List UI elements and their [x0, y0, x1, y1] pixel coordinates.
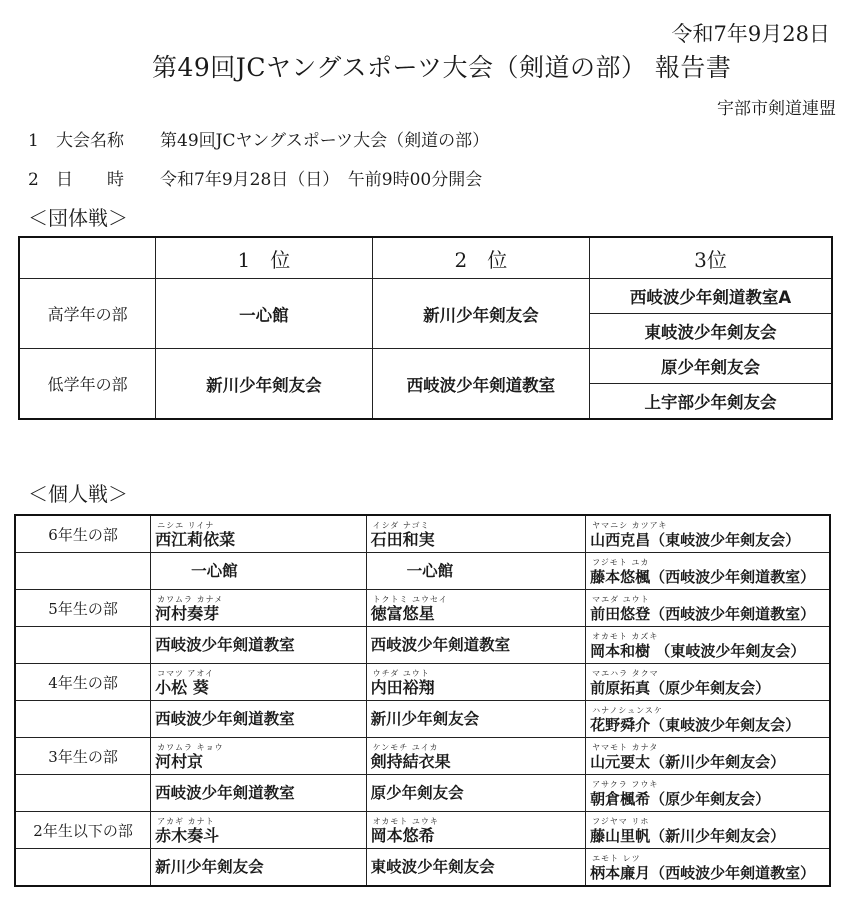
individual-third-place [586, 664, 830, 701]
competitor-name: 剣持結衣果 [370, 752, 451, 771]
individual-third-place [586, 553, 830, 590]
name-reading: ハナノシュンスケ [592, 706, 663, 715]
individual-first-club: 西岐波少年剣道教室 [151, 627, 367, 664]
individual-row [15, 590, 830, 627]
competitor-name-club: 岡本和樹 （東岐波少年剣友会） [590, 642, 806, 660]
competitor-name: 河村京 [155, 752, 204, 771]
competitor-name: 石田和実 [370, 530, 435, 549]
individual-first-club: 新川少年剣友会 [151, 849, 367, 887]
individual-first-place [151, 664, 367, 701]
individual-category: 6年生の部 [15, 515, 151, 553]
name-reading: カワムラ キョウ [157, 743, 224, 752]
competitor-name-club: 朝倉楓希（原少年剣友会） [590, 790, 771, 808]
name-reading: フジヤマ リホ [592, 817, 650, 826]
individual-third-place [586, 701, 830, 738]
name-reading: フジモト ユカ [592, 558, 650, 567]
team-row [19, 279, 832, 314]
individual-row [15, 664, 830, 701]
individual-category: 4年生の部 [15, 664, 151, 701]
individual-first-place [151, 515, 367, 553]
competitor-name: 西江莉依菜 [155, 530, 236, 549]
name-reading: イシダ ナゴミ [372, 521, 430, 530]
team-third-place: 西岐波少年剣道教室A [590, 279, 832, 314]
report-date: 令和7年9月28日 [671, 22, 830, 46]
name-reading: エモト レツ [592, 854, 641, 863]
individual-first-place [151, 738, 367, 775]
individual-first-club: 一心館 [151, 553, 367, 590]
competitor-name-club: 柄本廉月（西岐波少年剣道教室） [590, 864, 816, 882]
info-value: 第49回JCヤングスポーツ大会（剣道の部） [160, 131, 490, 151]
team-second-place: 西岐波少年剣道教室 [372, 349, 589, 420]
team-third-place: 原少年剣友会 [590, 349, 832, 384]
team-header-second: 2 位 [372, 237, 589, 279]
individual-first-place [151, 812, 367, 849]
individual-row-continued [15, 849, 830, 887]
individual-first-club: 西岐波少年剣道教室 [151, 775, 367, 812]
competitor-name-club: 前原拓真（原少年剣友会） [590, 679, 771, 697]
name-reading: ケンモチ ユイカ [372, 743, 439, 752]
team-header-first: 1 位 [156, 237, 372, 279]
individual-third-place [586, 590, 830, 627]
individual-third-place [586, 738, 830, 775]
info-number: 2 [28, 170, 39, 190]
name-reading: マエダ ユウト [592, 595, 650, 604]
individual-first-club: 西岐波少年剣道教室 [151, 701, 367, 738]
info-number: 1 [28, 131, 39, 151]
individual-row [15, 515, 830, 553]
individual-second-club: 西岐波少年剣道教室 [366, 627, 585, 664]
competitor-name: 内田裕翔 [370, 678, 435, 697]
name-reading: コマツ アオイ [157, 669, 214, 678]
individual-category: 3年生の部 [15, 738, 151, 775]
individual-second-club: 原少年剣友会 [366, 775, 585, 812]
name-reading: ウチダ ユウト [372, 669, 430, 678]
team-third-place: 上宇部少年剣友会 [590, 384, 832, 420]
info-datetime [28, 165, 482, 190]
individual-third-place [586, 775, 830, 812]
competitor-name: 赤木奏斗 [155, 826, 220, 845]
individual-category-blank [15, 553, 151, 590]
individual-row-continued [15, 701, 830, 738]
name-reading: オカモト カズキ [592, 632, 659, 641]
competitor-name: 小松 葵 [155, 678, 209, 697]
name-reading: アサクラ フウキ [592, 780, 659, 789]
team-category: 低学年の部 [19, 349, 156, 420]
individual-second-place [366, 738, 585, 775]
individual-row-continued [15, 627, 830, 664]
report-title: 第49回JCヤングスポーツ大会（剣道の部） 報告書 [152, 53, 732, 82]
individual-second-club: 新川少年剣友会 [366, 701, 585, 738]
team-second-place: 新川少年剣友会 [372, 279, 589, 349]
team-first-place: 新川少年剣友会 [156, 349, 372, 420]
team-row [19, 349, 832, 384]
individual-category-blank [15, 701, 151, 738]
individual-third-place [586, 627, 830, 664]
team-header-third: 3位 [590, 237, 832, 279]
individual-second-place [366, 812, 585, 849]
competitor-name: 徳富悠星 [370, 604, 435, 623]
individual-category-blank [15, 775, 151, 812]
info-label: 日 時 [56, 170, 124, 190]
individual-second-place [366, 515, 585, 553]
individual-second-place [366, 590, 585, 627]
competitor-name: 河村奏芽 [155, 604, 220, 623]
organization-name: 宇部市剣道連盟 [717, 99, 836, 119]
competitor-name: 岡本悠希 [370, 826, 435, 845]
individual-row-continued [15, 553, 830, 590]
individual-first-place [151, 590, 367, 627]
individual-category-blank [15, 849, 151, 887]
team-section-heading: ＜団体戦＞ [28, 206, 128, 230]
competitor-name-club: 山元要太（新川少年剣友会） [590, 753, 786, 771]
individual-third-place [586, 812, 830, 849]
individual-category: 5年生の部 [15, 590, 151, 627]
team-header-row [19, 237, 832, 279]
name-reading: ヤマニシ カツアキ [592, 521, 668, 530]
name-reading: アカギ カナト [157, 817, 215, 826]
individual-results-table [14, 514, 831, 887]
name-reading: トクトミ ユウセイ [372, 595, 448, 604]
info-label: 大会名称 [56, 131, 124, 151]
info-value: 令和7年9月28日（日） 午前9時00分開会 [160, 170, 483, 190]
individual-category-blank [15, 627, 151, 664]
competitor-name-club: 藤本悠楓（西岐波少年剣道教室） [590, 568, 816, 586]
individual-second-club: 一心館 [366, 553, 585, 590]
individual-third-place [586, 849, 830, 887]
name-reading: ニシエ リイナ [157, 521, 215, 530]
competitor-name-club: 山西克昌（東岐波少年剣友会） [590, 531, 801, 549]
team-category: 高学年の部 [19, 279, 156, 349]
team-first-place: 一心館 [156, 279, 372, 349]
competitor-name-club: 前田悠登（西岐波少年剣道教室） [590, 605, 816, 623]
individual-row-continued [15, 775, 830, 812]
team-third-place: 東岐波少年剣友会 [590, 314, 832, 349]
competitor-name-club: 花野舜介（東岐波少年剣友会） [590, 716, 801, 734]
individual-second-club: 東岐波少年剣友会 [366, 849, 585, 887]
name-reading: マエハラ タクマ [592, 669, 659, 678]
info-tournament-name [28, 126, 489, 151]
individual-section-heading: ＜個人戦＞ [28, 482, 128, 506]
competitor-name-club: 藤山里帆（新川少年剣友会） [590, 827, 786, 845]
individual-second-place [366, 664, 585, 701]
name-reading: ヤマモト カナタ [592, 743, 659, 752]
team-header-blank [19, 237, 156, 279]
individual-category: 2年生以下の部 [15, 812, 151, 849]
individual-row [15, 738, 830, 775]
individual-third-place [586, 515, 830, 553]
team-results-table [18, 236, 833, 420]
individual-row [15, 812, 830, 849]
name-reading: オカモト ユウキ [372, 817, 439, 826]
name-reading: カワムラ カナメ [157, 595, 224, 604]
